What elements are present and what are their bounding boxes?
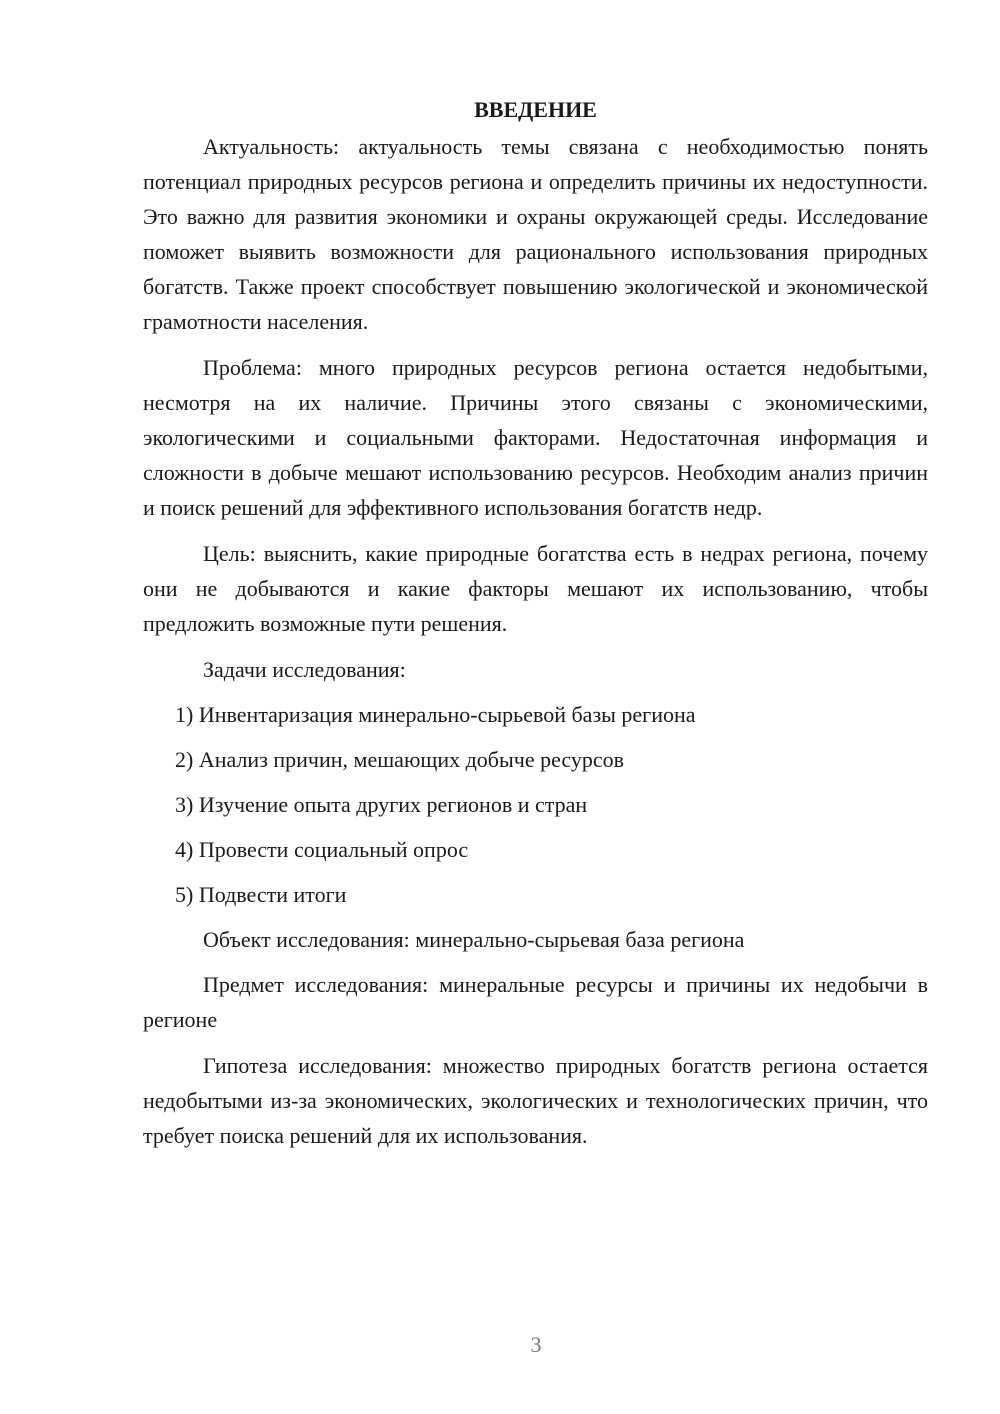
hypothesis-paragraph: Гипотеза исследования: множество природных богатств региона остается недобытыми из-за экономических, экологических и технологических причин, что требует поиска решений для их использования.	[143, 1053, 928, 1148]
page-number: 3	[530, 1332, 542, 1357]
task-item: 1) Инвентаризация минерально-сырьевой базы региона	[175, 702, 696, 727]
page-title: ВВЕДЕНИЕ	[474, 97, 597, 122]
task-item: 4) Провести социальный опрос	[175, 837, 469, 862]
task-item: 2) Анализ причин, мешающих добыче ресурсов	[175, 747, 625, 772]
relevance-paragraph: Актуальность: актуальность темы связана с необходимостью понять потенциал природных ресурсов региона и определить причины их недоступности. Это важно для развития экономики и охраны окружающей среды. Исследование поможет выявить возможности для рационального использования природных богатств. Также проект способствует повышению экологической и экономической грамотности населения.	[143, 134, 928, 334]
subject-paragraph: Предмет исследования: минеральные ресурсы и причины их недобычи в регионе	[143, 972, 928, 1032]
task-item: 5) Подвести итоги	[175, 882, 347, 907]
problem-paragraph: Проблема: много природных ресурсов региона остается недобытыми, несмотря на их наличие. Причины этого связаны с экономическими, экологическими и социальными факторами. Недостаточная информация и сложности в добыче мешают использованию ресурсов. Необходим анализ причин и поиск решений для эффективного использования богатств недр.	[143, 355, 928, 520]
goal-paragraph: Цель: выяснить, какие природные богатства есть в недрах региона, почему они не добываются и какие факторы мешают их использованию, чтобы предложить возможные пути решения.	[143, 541, 928, 636]
task-item: 3) Изучение опыта других регионов и стран	[175, 792, 588, 817]
tasks-list	[143, 697, 928, 912]
object-paragraph: Объект исследования: минерально-сырьевая база региона	[203, 927, 745, 952]
tasks-heading: Задачи исследования:	[203, 657, 406, 682]
page-content	[143, 92, 928, 1164]
